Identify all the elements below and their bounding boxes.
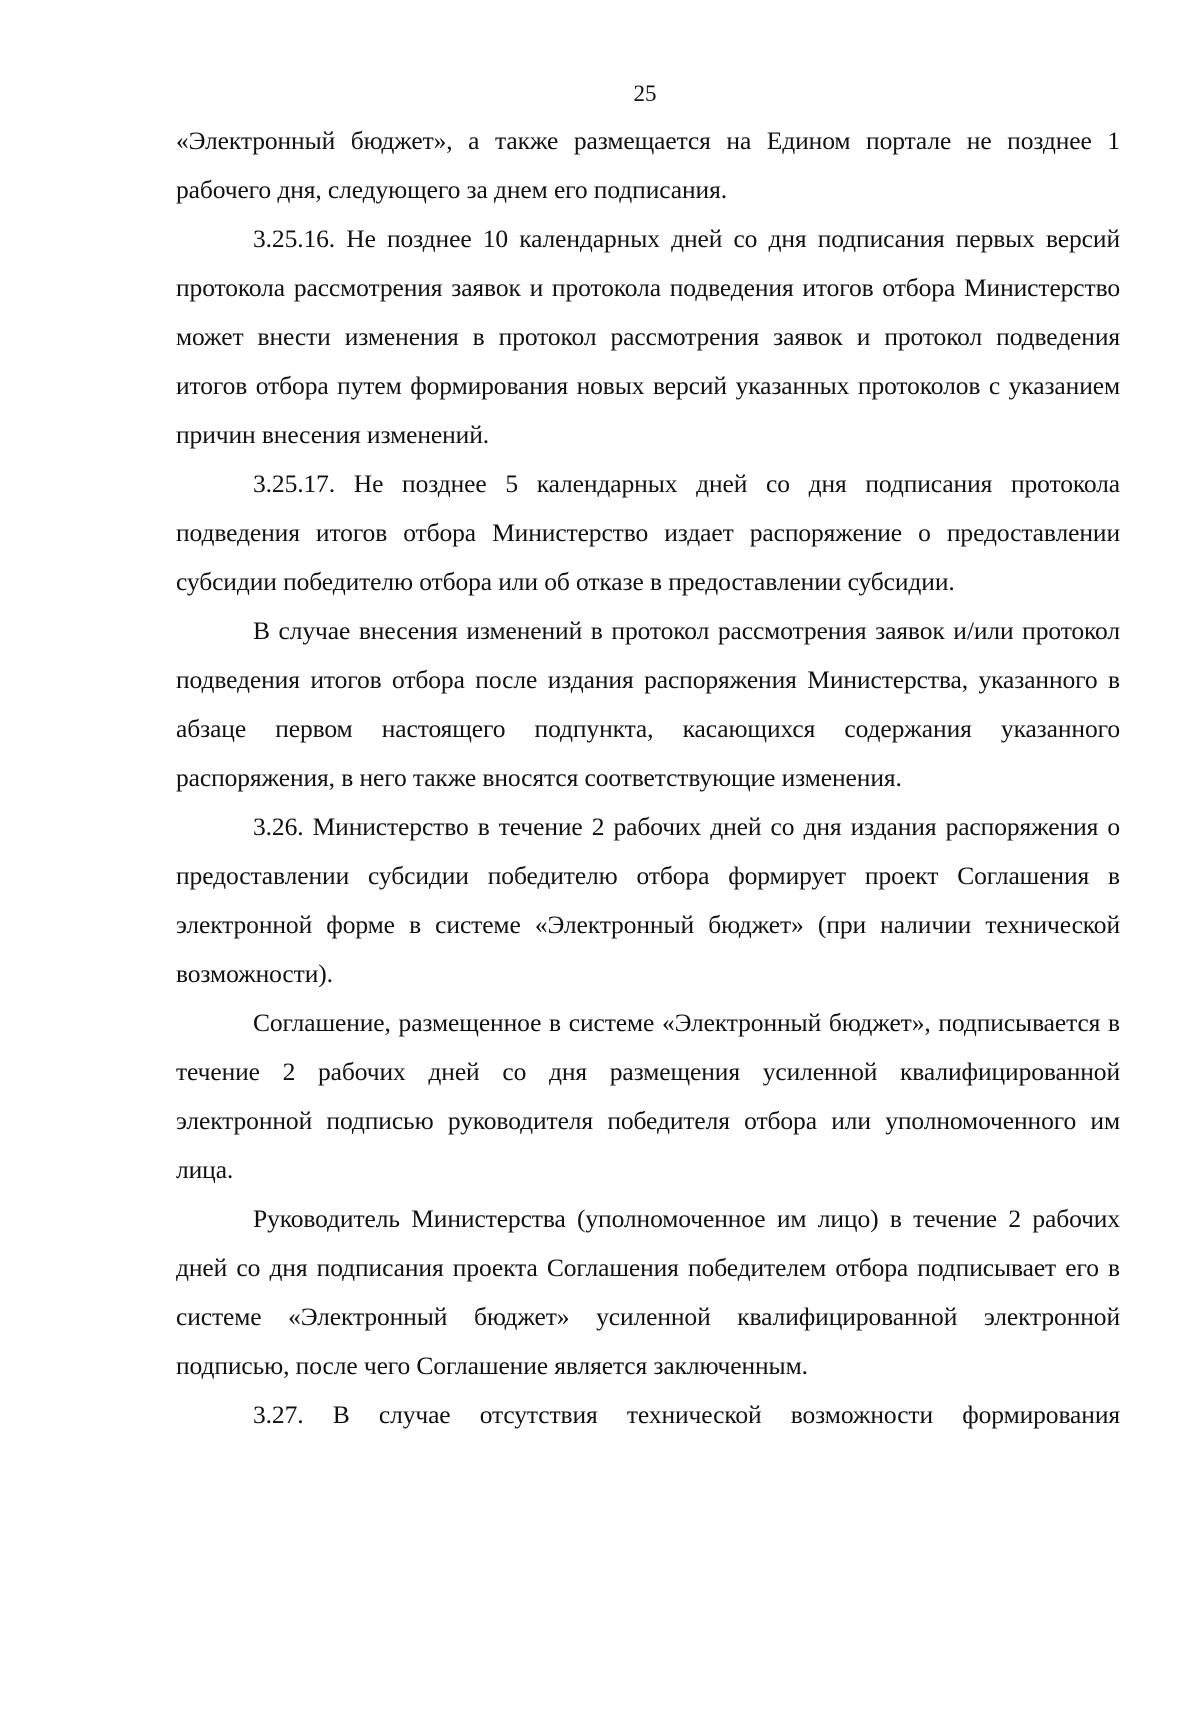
paragraph-protocol-changes: В случае внесения изменений в протокол рассмотрения заявок и/или протокол подведения итогов отбора после издания распоряжения Министерства, указанного в абзаце первом настоящего подпункта, касающихся содержания указанного распоряжения, в него также вносятся соответствующие изменения.	[176, 616, 1120, 792]
paragraph-continuation: «Электронный бюджет», а также размещается на Едином портале не позднее 1 рабочего дня, следующего за днем его подписания.	[176, 126, 1120, 204]
paragraph-3-25-17: 3.25.17. Не позднее 5 календарных дней со дня подписания протокола подведения итогов отбора Министерство издает распоряжение о предоставлении субсидии победителю отбора или об отказе в предоставлении субсидии.	[176, 469, 1120, 596]
paragraph-3-25-16: 3.25.16. Не позднее 10 календарных дней со дня подписания первых версий протокола рассмотрения заявок и протокола подведения итогов отбора Министерство может внести изменения в протокол рассмотрения заявок и протокол подведения итогов отбора путем формирования новых версий указанных протоколов с указанием причин внесения изменений.	[176, 224, 1120, 449]
page-number: 25	[633, 81, 657, 106]
paragraph-agreement-signing: Соглашение, размещенное в системе «Электронный бюджет», подписывается в течение 2 рабочих дней со дня размещения усиленной квалифицированной электронной подписью руководителя победителя отбора или уполномоченного им лица.	[176, 1008, 1120, 1184]
document-body	[176, 116, 1120, 1439]
paragraph-3-27: 3.27. В случае отсутствия технической возможности формирования	[253, 1400, 1120, 1429]
paragraph-3-26: 3.26. Министерство в течение 2 рабочих дней со дня издания распоряжения о предоставлении субсидии победителю отбора формирует проект Соглашения в электронной форме в системе «Электронный бюджет» (при наличии технической возможности).	[176, 812, 1120, 988]
paragraph-head-signs: Руководитель Министерства (уполномоченное им лицо) в течение 2 рабочих дней со дня подписания проекта Соглашения победителем отбора подписывает его в системе «Электронный бюджет» усиленной квалифицированной электронной подписью, после чего Соглашение является заключенным.	[176, 1204, 1120, 1380]
